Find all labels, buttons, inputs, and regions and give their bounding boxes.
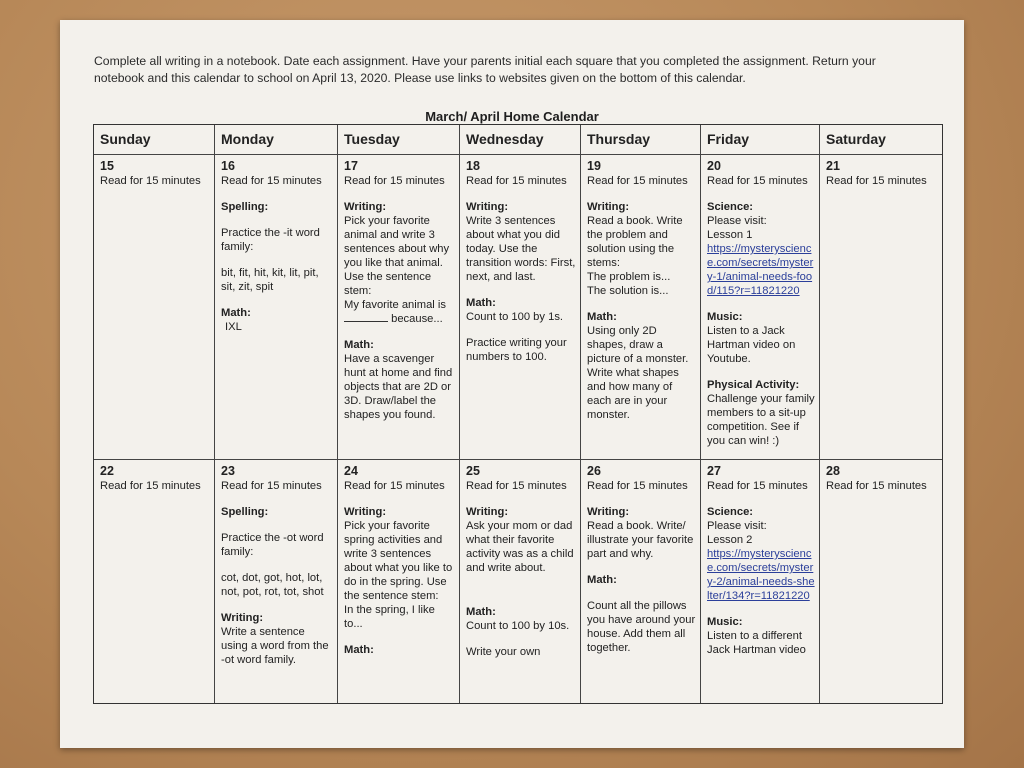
reading-task: Read for 15 minutes — [707, 480, 808, 492]
day-cell-18 — [460, 155, 581, 460]
date-number: 26 — [587, 464, 601, 478]
day-cell-23 — [215, 460, 338, 703]
spelling-task: Practice the -it word family: — [221, 227, 320, 253]
writing-task: Read a book. Write/ illustrate your favorite part and why. — [587, 520, 694, 560]
writing-label: Writing: — [344, 506, 387, 518]
reading-task: Read for 15 minutes — [587, 480, 688, 492]
math-label: Math: — [466, 606, 496, 618]
writing-task: Pick your favorite spring activities and write 3 sentences about what you like to do in the spring. Use the sentence stem: — [344, 520, 453, 602]
word-list: bit, fit, hit, kit, lit, pit, sit, zit, spit — [221, 267, 319, 293]
music-task: Listen to a different Jack Hartman video — [707, 630, 806, 656]
day-cell-27 — [701, 460, 820, 703]
reading-task: Read for 15 minutes — [826, 175, 927, 187]
math-label: Math: — [466, 297, 496, 309]
day-cell-21 — [820, 155, 942, 460]
writing-task: Read a book. Write the problem and solution using the stems: — [587, 215, 683, 269]
day-header-friday: Friday — [701, 125, 820, 155]
sentence-stem-start: My favorite animal is — [344, 299, 446, 311]
date-number: 16 — [221, 159, 235, 173]
physical-activity-label: Physical Activity: — [707, 379, 800, 391]
reading-task: Read for 15 minutes — [587, 175, 688, 187]
problem-stem: The problem is... — [587, 271, 671, 283]
reading-task: Read for 15 minutes — [100, 175, 201, 187]
math-task: Count to 100 by 1s. — [466, 311, 564, 323]
day-cell-15 — [94, 155, 215, 460]
date-number: 22 — [100, 464, 114, 478]
sentence-stem-end: because... — [391, 313, 443, 325]
science-label: Science: — [707, 201, 754, 213]
day-cell-17 — [338, 155, 460, 460]
day-cell-28 — [820, 460, 942, 703]
day-cell-25 — [460, 460, 581, 703]
word-list: cot, dot, got, hot, lot, not, pot, rot, tot, shot — [221, 572, 324, 598]
math-task-2: Practice writing your numbers to 100. — [466, 337, 567, 363]
day-header-thursday: Thursday — [581, 125, 701, 155]
writing-task: Write a sentence using a word from the -ot word family. — [221, 626, 329, 666]
reading-task: Read for 15 minutes — [344, 480, 445, 492]
music-label: Music: — [707, 311, 743, 323]
math-task: IXL — [225, 321, 242, 333]
day-cell-24 — [338, 460, 460, 703]
day-header-wednesday: Wednesday — [460, 125, 581, 155]
date-number: 28 — [826, 464, 840, 478]
music-task: Listen to a Jack Hartman video on Youtube. — [707, 325, 796, 365]
science-instruction: Please visit: — [707, 520, 767, 532]
date-number: 23 — [221, 464, 235, 478]
day-cell-22 — [94, 460, 215, 703]
date-number: 21 — [826, 159, 840, 173]
physical-activity-task: Challenge your family members to a sit-up competition. See if you can win! :) — [707, 393, 815, 447]
science-instruction: Please visit: — [707, 215, 767, 227]
science-label: Science: — [707, 506, 754, 518]
calendar-grid — [93, 124, 943, 704]
math-label: Math: — [587, 311, 617, 323]
math-label: Math: — [587, 574, 617, 586]
spelling-label: Spelling: — [221, 506, 269, 518]
reading-task: Read for 15 minutes — [707, 175, 808, 187]
reading-task: Read for 15 minutes — [100, 480, 201, 492]
date-number: 19 — [587, 159, 601, 173]
day-cell-26 — [581, 460, 701, 703]
math-task: Count all the pillows you have around your house. Add them all together. — [587, 600, 696, 654]
date-number: 18 — [466, 159, 480, 173]
day-header-tuesday: Tuesday — [338, 125, 460, 155]
date-number: 24 — [344, 464, 358, 478]
day-cell-16 — [215, 155, 338, 460]
date-number: 20 — [707, 159, 721, 173]
math-label: Math: — [221, 307, 251, 319]
music-label: Music: — [707, 616, 743, 628]
math-label: Math: — [344, 339, 374, 351]
reading-task: Read for 15 minutes — [344, 175, 445, 187]
writing-label: Writing: — [466, 201, 509, 213]
date-number: 15 — [100, 159, 114, 173]
fill-in-blank — [344, 321, 388, 322]
day-cell-19 — [581, 155, 701, 460]
date-number: 27 — [707, 464, 721, 478]
math-task: Count to 100 by 10s. — [466, 620, 570, 632]
math-label: Math: — [344, 644, 374, 656]
sentence-stem — [344, 298, 455, 326]
date-number: 17 — [344, 159, 358, 173]
reading-task: Read for 15 minutes — [221, 480, 322, 492]
writing-task: Write 3 sentences about what you did today. Use the transition words: First, next, and last. — [466, 215, 576, 283]
calendar-title: March/ April Home Calendar — [425, 109, 599, 124]
math-task: Using only 2D shapes, draw a picture of a monster. Write what shapes and how many of each are in your monster. — [587, 325, 689, 421]
spelling-task: Practice the -ot word family: — [221, 532, 324, 558]
calendar-sheet — [60, 20, 964, 748]
science-lesson: Lesson 1 — [707, 229, 753, 241]
day-cell-20 — [701, 155, 820, 460]
day-header-saturday: Saturday — [820, 125, 942, 155]
math-task: Have a scavenger hunt at home and find objects that are 2D or 3D. Draw/label the shapes you found. — [344, 353, 453, 421]
reading-task: Read for 15 minutes — [221, 175, 322, 187]
writing-task: Pick your favorite animal and write 3 sentences about why you like that animal. Use the sentence stem: — [344, 215, 450, 297]
solution-stem: The solution is... — [587, 285, 669, 297]
writing-label: Writing: — [221, 612, 264, 624]
sentence-stem: In the spring, I like to... — [344, 604, 435, 630]
day-header-sunday: Sunday — [94, 125, 215, 155]
writing-label: Writing: — [587, 506, 630, 518]
reading-task: Read for 15 minutes — [466, 175, 567, 187]
math-task-2: Write your own — [466, 646, 541, 658]
instructions-text: Complete all writing in a notebook. Date each assignment. Have your parents initial each square that you completed the assignment. Return your notebook and this calendar to school on April 13, 2020. Please use links to websites given on the bottom of this calendar. — [94, 54, 876, 85]
science-link: https://mysteryscience.com/secrets/mystery-2/animal-needs-shelter/134?r=11821220 — [707, 548, 815, 602]
date-number: 25 — [466, 464, 480, 478]
writing-label: Writing: — [466, 506, 509, 518]
day-header-monday: Monday — [215, 125, 338, 155]
reading-task: Read for 15 minutes — [826, 480, 927, 492]
reading-task: Read for 15 minutes — [466, 480, 567, 492]
science-lesson: Lesson 2 — [707, 534, 753, 546]
writing-label: Writing: — [344, 201, 387, 213]
science-link: https://mysteryscience.com/secrets/mystery-1/animal-needs-food/115?r=11821220 — [707, 243, 814, 297]
writing-task: Ask your mom or dad what their favorite activity was as a child and write about. — [466, 520, 574, 574]
writing-label: Writing: — [587, 201, 630, 213]
spelling-label: Spelling: — [221, 201, 269, 213]
